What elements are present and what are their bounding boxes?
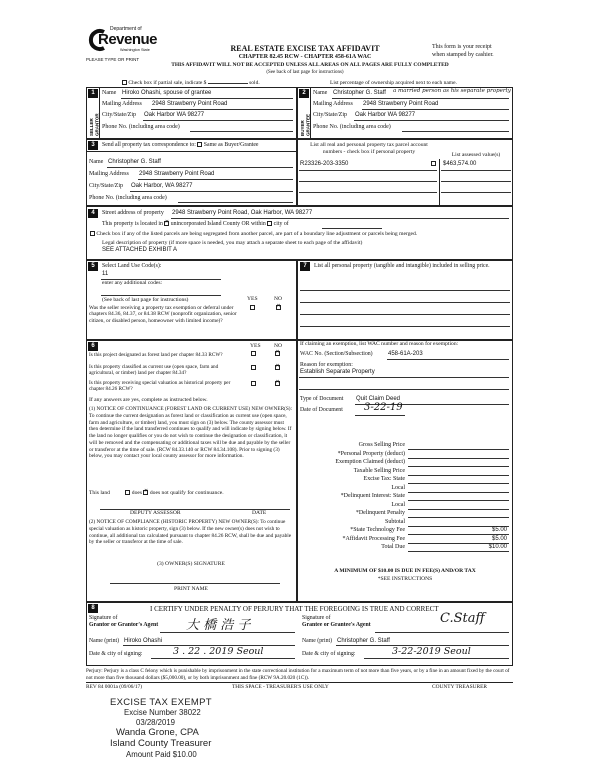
partial-sale-label: Check box if partial sale, indicate $ [128, 80, 207, 86]
grantee-signature[interactable]: C.Staff [440, 611, 485, 626]
current-use-yes-wrap [251, 365, 256, 372]
section-1-number: 1 [88, 89, 98, 98]
assessed-heading: List assessed value(s) [451, 152, 501, 158]
land-use-see-back: (See back of last page for instructions) [102, 297, 189, 303]
street-label: Street address of property [102, 210, 164, 216]
dept-line3: Washington State [120, 48, 150, 52]
receipt-note-2: when stamped by cashier. [432, 52, 494, 58]
buyer-name-note: a married person as his separate property [393, 88, 511, 94]
tax-row-value[interactable]: $5.00 [491, 527, 507, 533]
wac-label: WAC No. (Section/Subsection) [300, 351, 373, 357]
same-as-buyer-label: Same as Buyer/Grantee [203, 142, 259, 148]
section-2-number: 2 [299, 89, 309, 98]
tax-row-label: Excise Tax: State [363, 476, 405, 482]
buyer-name-label: Name [313, 90, 328, 96]
tax-corr-mailing-label: Mailing Address [89, 171, 129, 177]
tax-row-label: Total Due [381, 544, 405, 550]
forest-yes-checkbox[interactable] [251, 351, 256, 356]
stamp-line2: Excise Number 38022 [124, 708, 201, 718]
section-3-number: 3 [88, 141, 98, 150]
deputy-assessor-label: DEPUTY ASSESSOR [130, 510, 181, 516]
current-use-question: Is this property classified as current use (open space, farm and agricultural, or timber) land per chapter 84.34? [89, 364, 219, 377]
tax-row-label: Taxable Selling Price [353, 467, 405, 474]
historic-yes-wrap [251, 381, 256, 388]
owner-signature-label: (3) OWNER(S) SIGNATURE [157, 561, 225, 567]
forest-no-wrap [275, 351, 280, 358]
forest-yes-wrap [251, 351, 256, 358]
page-subtitle: CHAPTER 82.45 RCW - CHAPTER 458-61A WAC [238, 54, 372, 60]
segregated-row [90, 231, 417, 238]
if-yes-text: If any answers are yes, complete as instructed below. [89, 397, 208, 403]
section-5-number: 5 [88, 262, 98, 271]
exemption-no-wrap [276, 305, 281, 312]
grantor-print-name[interactable]: Hiroko Ohashi [124, 637, 163, 644]
grantor-sig-label2: Grantor or Grantor's Agent [89, 622, 159, 628]
this-land-label: This land [89, 490, 110, 496]
grantee-date-city[interactable]: 3-22-2019 Seoul [392, 646, 471, 657]
tax-corr-name-label: Name [89, 159, 104, 165]
parcel-personal-checkbox-wrap [431, 161, 436, 168]
compliance-notice: (2) NOTICE OF COMPLIANCE (HISTORIC PROPERTY) NEW OWNER(S): To continue special valuation as historic property, sign (3) below. If the new owner(s) does not wish to continue, all additional tax calculated pursuant to chapter 84.26 RCW, shall be due and payable by the seller or transferor at the time of sale. [89, 519, 292, 546]
parcels-heading: List all real and personal property tax parcel account numbers - check box if personal property [310, 142, 428, 155]
buyer-city-label: City/State/Zip [313, 112, 347, 118]
county-treasurer-label: COUNTY TREASURER [432, 684, 487, 690]
land-use-code[interactable]: 11 [102, 271, 109, 277]
partial-sale-checkbox[interactable] [122, 80, 127, 85]
tax-corr-city-label: City/State/Zip [89, 183, 123, 189]
seller-city-label: City/State/Zip [102, 112, 136, 118]
s6-yes-header: YES [250, 343, 261, 349]
forest-question: Is this project designated as forest land per chapter 84.33 RCW? [89, 352, 223, 358]
unincorporated-label: unincorporated Island County OR within [170, 221, 266, 227]
land-use-no-header: NO [274, 296, 283, 302]
doc-date-label: Date of Document [300, 407, 343, 413]
print-name-label: PRINT NAME [174, 586, 208, 592]
buyer-city[interactable]: Oak Harbor WA 98277 [355, 111, 416, 118]
tax-row-label: *Personal Property (deduct) [337, 450, 405, 457]
tax-row-label: *State Technology Fee [350, 527, 405, 533]
certification-statement: I CERTIFY UNDER PENALTY OF PERJURY THAT THE FOREGOING IS TRUE AND CORRECT [150, 605, 439, 613]
seller-city[interactable]: Oak Harbor WA 98277 [144, 111, 205, 118]
historic-no-wrap [275, 381, 280, 388]
grantee-print-name[interactable]: Christopher G. Staff [337, 637, 390, 644]
current-use-no-wrap [275, 365, 280, 372]
minimum-due-note: A MINIMUM OF $10.00 IS DUE IN FEE(S) AND/OR TAX [334, 568, 476, 574]
treasurer-space-label: THIS SPACE - TREASURER'S USE ONLY [232, 684, 329, 690]
section-7-number: 7 [300, 262, 310, 271]
grantor-sig-label: Signature of [89, 615, 118, 621]
dept-line2: Revenue [98, 31, 158, 48]
parcel-account[interactable]: R23326-203-3350 [300, 161, 349, 167]
seller-side-label: SELLER GRANTOR [89, 113, 100, 136]
current-use-no-checkbox[interactable] [275, 365, 280, 370]
stamp-line1: EXCISE TAX EXEMPT [110, 697, 212, 708]
personal-property-section [297, 260, 513, 340]
treasurer-stamp [110, 697, 250, 759]
section-8-number: 8 [88, 604, 98, 613]
does-checkbox[interactable] [125, 490, 130, 495]
segregated-text: Check box if any of the listed parcels are being segregated from another parcel, are part of a boundary line adjustment or parcels being merged. [96, 231, 418, 237]
percent-label: List percentage of ownership acquired next to each name. [330, 80, 457, 86]
stamp-line6: Amount Paid $10.00 [126, 749, 197, 759]
page-title: REAL ESTATE EXCISE TAX AFFIDAVIT [230, 44, 380, 53]
additional-codes-label: enter any additional codes: [102, 280, 163, 286]
exemption-question: Was the seller receiving a property tax exemption or deferral under chapters 84.36, 84.37, or 84.38 RCW (nonprofit organization, senior citizen, or disabled person, homeowner with limited income)? [89, 305, 237, 324]
parcel-personal-checkbox[interactable] [431, 161, 436, 166]
doc-type-label: Type of Document [300, 396, 344, 402]
section-4-number: 4 [88, 209, 98, 218]
tax-row-value[interactable]: $5.00 [491, 535, 507, 542]
warning-text: THIS AFFIDAVIT WILL NOT BE ACCEPTED UNLESS ALL AREAS ON ALL PAGES ARE FULLY COMPLETED [171, 62, 449, 68]
exemption-yes-wrap [250, 305, 255, 312]
buyer-mailing-label: Mailing Address [313, 101, 353, 107]
doc-date-value[interactable]: 3-22-19 [364, 402, 403, 413]
location-row [102, 221, 289, 228]
tax-row-label: Gross Selling Price [358, 442, 405, 448]
exemption-yes-checkbox[interactable] [250, 305, 255, 310]
tax-corr-phone-label: Phone No. (including area code) [89, 195, 167, 201]
perjury-notice: Perjury: Perjury is a class C felony which is punishable by imprisonment in the state correctional institution for a maximum term of not more than five years, or by a fine in an amount fixed by the court of not more than five thousand dollars ($5,000.00), or by both imprisonment and fine (RCW 9A.20.020 (1C)). [86, 668, 510, 681]
grantor-signature[interactable]: 大 橋 浩 子 [186, 618, 251, 633]
historic-yes-checkbox[interactable] [251, 381, 256, 386]
tax-row-label: Local [391, 501, 405, 508]
grantee-date-label: Date & city of signing: [302, 651, 356, 657]
buyer-phone-label: Phone No. (including area code) [313, 124, 391, 130]
historic-question: Is this property receiving special valuation as historical property per chapter 84.26 RCW? [89, 380, 231, 393]
exemption-reason[interactable]: Establish Separate Property [300, 369, 375, 375]
qualify-label: qualify for continuance. [170, 490, 224, 496]
current-use-yes-checkbox[interactable] [251, 365, 256, 370]
historic-no-checkbox[interactable] [275, 381, 280, 386]
buyer-mailing[interactable]: 2948 Strawberry Point Road [363, 100, 439, 107]
seller-mailing-label: Mailing Address [102, 101, 142, 107]
please-type: PLEASE TYPE OR PRINT [86, 57, 140, 62]
grantee-print-label: Name (print) [302, 638, 333, 644]
grantee-sig-label: Signature of [302, 615, 331, 621]
wac-value[interactable]: 458-61A-203 [388, 350, 423, 357]
unincorporated-checkbox[interactable] [164, 221, 169, 226]
does-not-label: does not [149, 490, 169, 496]
s6-no-header: NO [274, 343, 283, 349]
stamp-line3: 03/28/2019 [136, 717, 176, 727]
grantor-print-label: Name (print) [89, 638, 120, 644]
tax-corr-mailing[interactable]: 2948 Strawberry Point Road [139, 170, 215, 177]
personal-property-text: List all personal property (tangible and intangible) included in selling price. [314, 263, 490, 269]
city-of-checkbox[interactable] [267, 221, 272, 226]
tax-row-label: *Affidavit Processing Fee [342, 535, 405, 542]
seller-mailing[interactable]: 2948 Strawberry Point Road [152, 100, 228, 107]
see-back-note: (See back of last page for instructions) [266, 70, 344, 75]
seller-name[interactable]: Hiroko Ohashi, spouse of grantee [122, 89, 212, 96]
buyer-name[interactable]: Christopher G. Staff [333, 89, 386, 96]
parcel-value[interactable]: $463,574.00 [443, 161, 477, 167]
exemption-reason-label: Reason for exemption: [300, 362, 353, 368]
deputy-date-label: DATE [252, 510, 267, 516]
same-as-buyer-checkbox[interactable] [197, 142, 202, 147]
legal-description-label: Legal description of property (if more space is needed, you may attach a separate sheet to each page of the affidavit) [102, 240, 363, 246]
section-6-number: 6 [88, 342, 98, 351]
grantor-date-label: Date & city of signing: [89, 651, 143, 657]
continuance-notice: (1) NOTICE OF CONTINUANCE (FOREST LAND OR CURRENT USE) NEW OWNER(S): To continue the current designation as forest land or classification as current use (open space, farm and agriculture, or timber) land, you must sign on (3) below. The county assessor must then determine if the land transferred continues to qualify and will indicate by signing below. If the land no longer qualifies or you do not wish to continue the designation or classification, it will be removed and the compensating or additional taxes will be due and payable by the seller or transferor at the time of sale. (RCW 84.33.140 or RCW 84.34.108). Prior to signing (3) below, you may contact your local county assessor for more information. [89, 406, 293, 460]
tax-corr-heading: Send all property tax correspondence to: [102, 142, 196, 148]
partial-sale-row [122, 80, 260, 87]
receipt-note-1: This form is your receipt [432, 44, 492, 50]
revenue-logo [86, 26, 156, 56]
segregated-checkbox[interactable] [90, 231, 95, 236]
dept-line1: Department of [110, 26, 142, 32]
tax-row-label: Local [391, 484, 405, 491]
street-address[interactable]: 2948 Strawberry Point Road, Oak Harbor, WA 98277 [172, 209, 313, 216]
sold-label: sold. [249, 80, 260, 86]
land-use-select-label: Select Land Use Code(s): [102, 263, 162, 269]
exemption-claim-text: If claiming an exemption, list WAC number and reason for exemption: [300, 341, 459, 347]
exemption-no-checkbox[interactable] [276, 305, 281, 310]
tax-row-value[interactable]: $10.00 [488, 544, 507, 550]
does-not-checkbox[interactable] [143, 490, 148, 495]
legal-description-value[interactable]: SEE ATTACHED EXHIBIT A [102, 247, 178, 253]
forest-no-checkbox[interactable] [275, 351, 280, 356]
tax-row-label: *Delinquent Penalty [355, 510, 405, 516]
seller-phone-label: Phone No. (including area code) [102, 124, 180, 130]
grantor-date-city[interactable]: 3 . 22 . 2019 Seoul [173, 646, 264, 657]
seller-name-label: Name [102, 90, 117, 96]
tax-corr-heading-row [102, 142, 259, 149]
stamp-line4: Wanda Grone, CPA [116, 727, 199, 739]
city-of-label: city of [273, 221, 289, 227]
location-text: This property is located in [102, 221, 163, 227]
grantee-sig-label2: Grantee or Grantee's Agent [302, 622, 371, 628]
tax-corr-city[interactable]: Oak Harbor, WA 98277 [131, 182, 193, 189]
land-use-yes-header: YES [247, 296, 258, 302]
tax-corr-name[interactable]: Christopher G. Staff [108, 158, 161, 165]
stamp-line5: Island County Treasurer [110, 738, 212, 750]
does-label: does [131, 490, 143, 496]
land-qualify-row [89, 490, 224, 497]
form-revision: REV 84 0001a (09/06/17) [86, 684, 143, 690]
buyer-side-label: BUYER GRANTEE [300, 113, 311, 136]
tax-row-label: Subtotal [384, 518, 405, 525]
tax-row-label: Exemption Claimed (deduct) [335, 459, 405, 465]
doc-type-value[interactable]: Quit Claim Deed [356, 395, 401, 402]
see-instructions-note: *SEE INSTRUCTIONS [377, 576, 433, 582]
tax-row-label: *Delinquent Interest: State [340, 493, 405, 499]
